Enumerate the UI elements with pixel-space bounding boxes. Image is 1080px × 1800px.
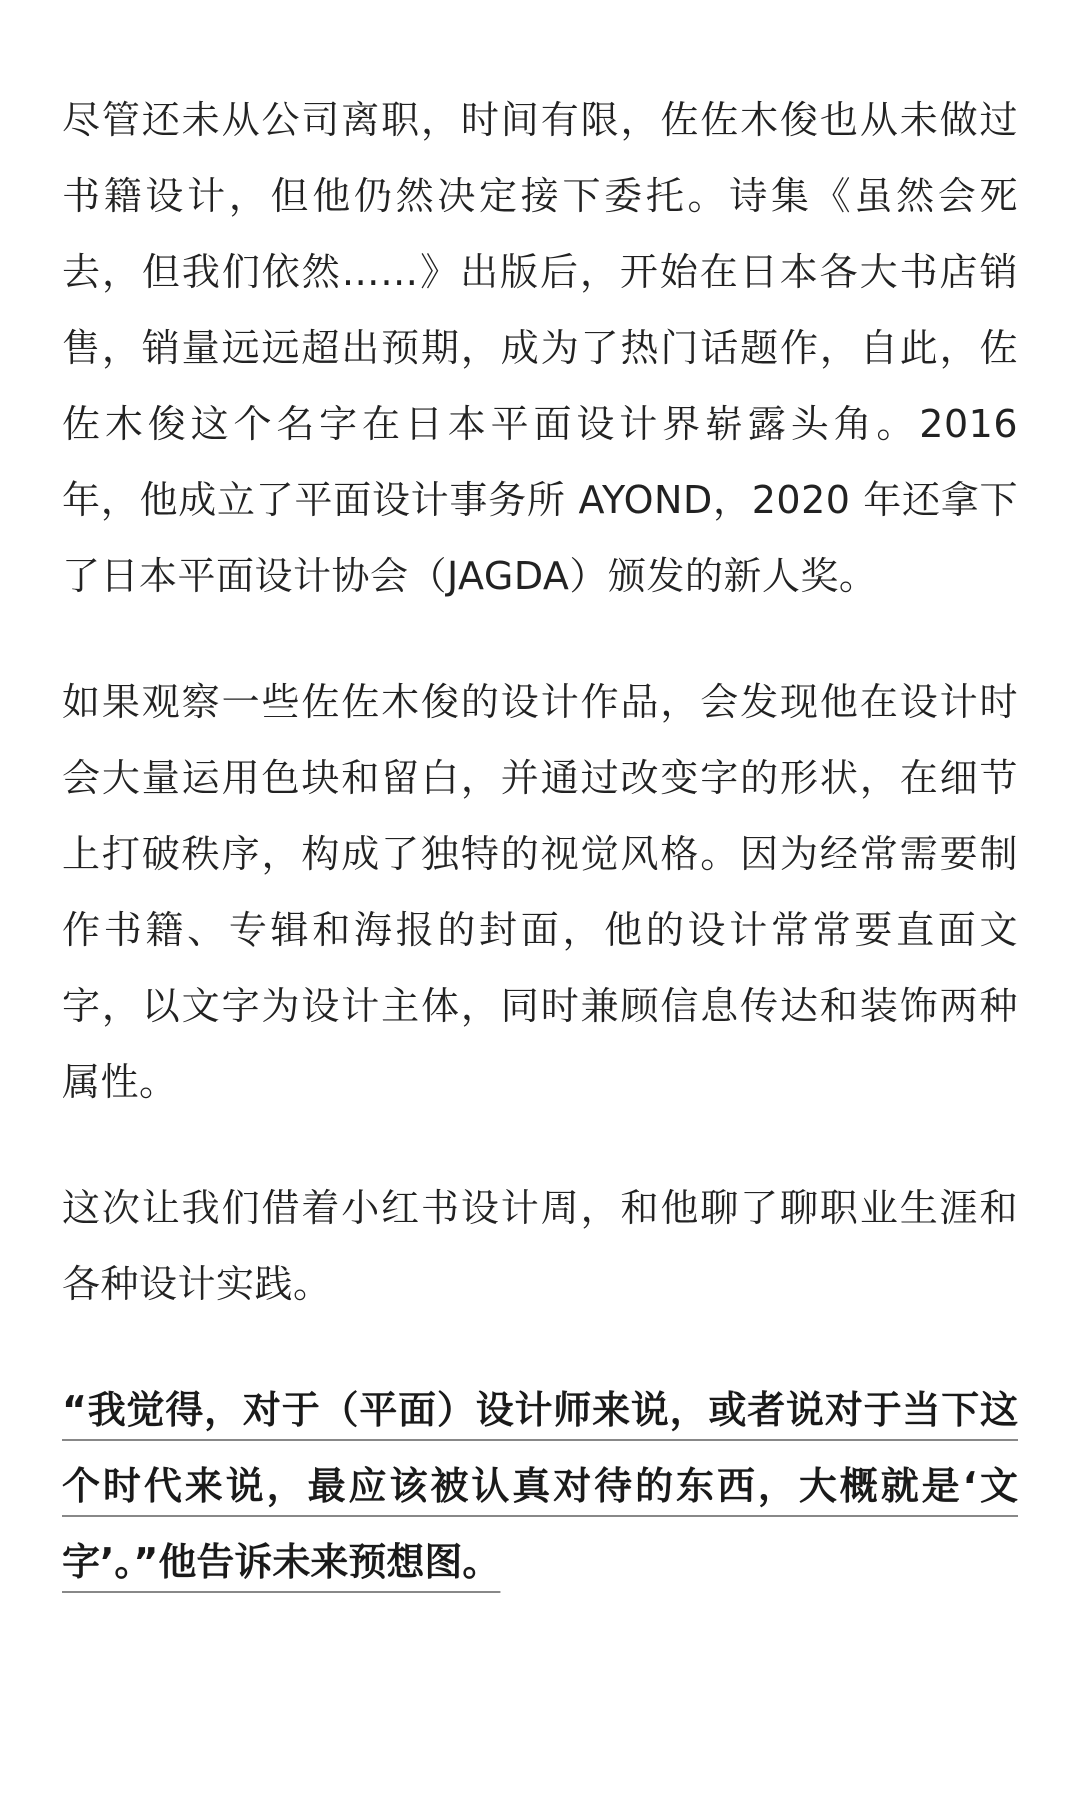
article-body [62,82,1018,1600]
paragraph-2: 如果观察一些佐佐木俊的设计作品，会发现他在设计时会大量运用色块和留白，并通过改变字的形状，在细节上打破秩序，构成了独特的视觉风格。因为经常需要制作书籍、专辑和海报的封面，他的设计常常要直面文字，以文字为设计主体，同时兼顾信息传达和装饰两种属性。 [62,680,1018,1104]
paragraph-1: 尽管还未从公司离职，时间有限，佐佐木俊也从未做过书籍设计，但他仍然决定接下委托。诗集《虽然会死去，但我们依然……》出版后，开始在日本各大书店销售，销量远远超出预期，成为了热门话题作，自此，佐佐木俊这个名字在日本平面设计界崭露头角。2016 年，他成立了平面设计事务所 AYOND，2020 年还拿下了日本平面设计协会（JAGDA）颁发的新人奖。 [62,98,1018,598]
pull-quote [62,1372,1018,1600]
paragraph-3: 这次让我们借着小红书设计周，和他聊了聊职业生涯和各种设计实践。 [62,1186,1018,1306]
pull-quote-text: “我觉得，对于（平面）设计师来说，或者说对于当下这个时代来说，最应该被认真对待的东西，大概就是‘文字’。”他告诉未来预想图。 [62,1388,1018,1584]
